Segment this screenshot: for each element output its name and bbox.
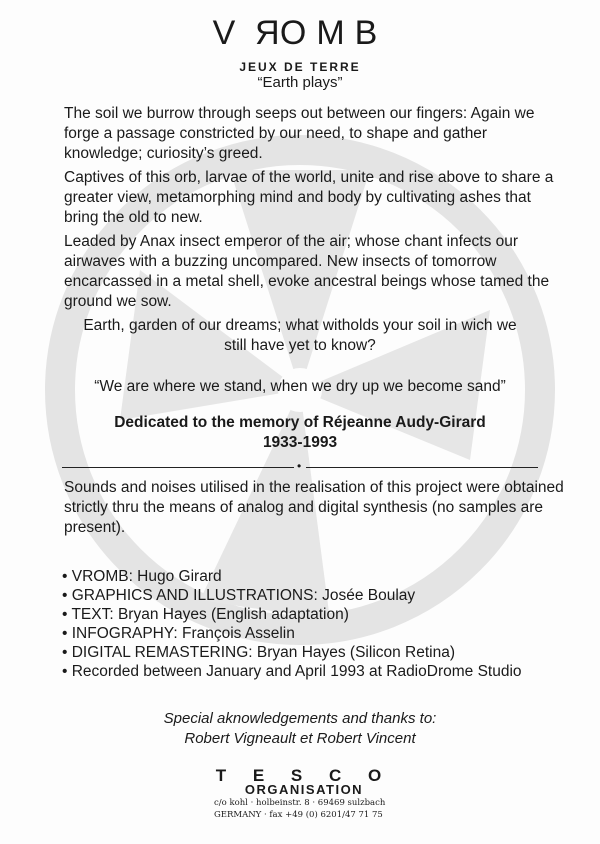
- divider: [62, 467, 294, 468]
- sounds-note: Sounds and noises utilised in the realisation of this project were obtained strictly thru the means of analog and digital synthesis (no samples are present).: [64, 479, 564, 536]
- credits-list: [62, 567, 582, 681]
- publisher-org: ORGANISATION: [244, 782, 364, 797]
- question: Earth, garden of our dreams; what witholds your soil in wich we still have yet to know?: [83, 317, 517, 354]
- footer-publisher: [214, 768, 394, 821]
- publisher-brand: T E S C O: [215, 766, 393, 785]
- credit-item: • INFOGRAPHY: François Asselin: [62, 624, 582, 643]
- paragraph: Captives of this orb, larvae of the world, unite and rise above to share a greater view, metamorphing mind and body by cultivating ashes that bring the old to new.: [64, 169, 554, 226]
- divider-dot: •: [297, 459, 302, 473]
- subtitle: JEUX DE TERRE: [239, 60, 361, 74]
- publisher-address: c/o kohl · holbeinstr. 8 · 69469 sulzbach: [214, 798, 386, 808]
- credit-item: • Recorded between January and April 1993 at RadioDrome Studio: [62, 662, 582, 681]
- credit-item: • VROMB: Hugo Girard: [62, 567, 582, 586]
- thanks-names: Robert Vigneault et Robert Vincent: [184, 730, 416, 747]
- paragraph: The soil we burrow through seeps out between our fingers: Again we forge a passage constricted by our need, to shape and gather knowledge; curiosity’s greed.: [64, 105, 535, 162]
- divider: [306, 467, 538, 468]
- paragraph: Leaded by Anax insect emperor of the air; whose chant infects our airwaves with a buzzing uncompared. New insects of tomorrow encarcassed in a metal shell, evoke ancestral beings whose tamed the ground we sow.: [64, 233, 550, 310]
- subtitle-quote: “Earth plays”: [257, 74, 343, 91]
- credit-item: • DIGITAL REMASTERING: Bryan Hayes (Silicon Retina): [62, 643, 582, 662]
- publisher-contact: GERMANY · fax +49 (0) 6201/47 71 75: [214, 810, 383, 820]
- dedication: Dedicated to the memory of Réjeanne Audy-Girard: [114, 414, 486, 431]
- thanks-heading: Special aknowledgements and thanks to:: [163, 710, 437, 727]
- logo-title: VROMB: [212, 14, 388, 52]
- credit-item: • GRAPHICS AND ILLUSTRATIONS: Josée Boulay: [62, 586, 582, 605]
- dedication-years: 1933-1993: [262, 434, 338, 451]
- motto: “We are where we stand, when we dry up we become sand”: [94, 378, 506, 395]
- credit-item: • TEXT: Bryan Hayes (English adaptation): [62, 605, 582, 624]
